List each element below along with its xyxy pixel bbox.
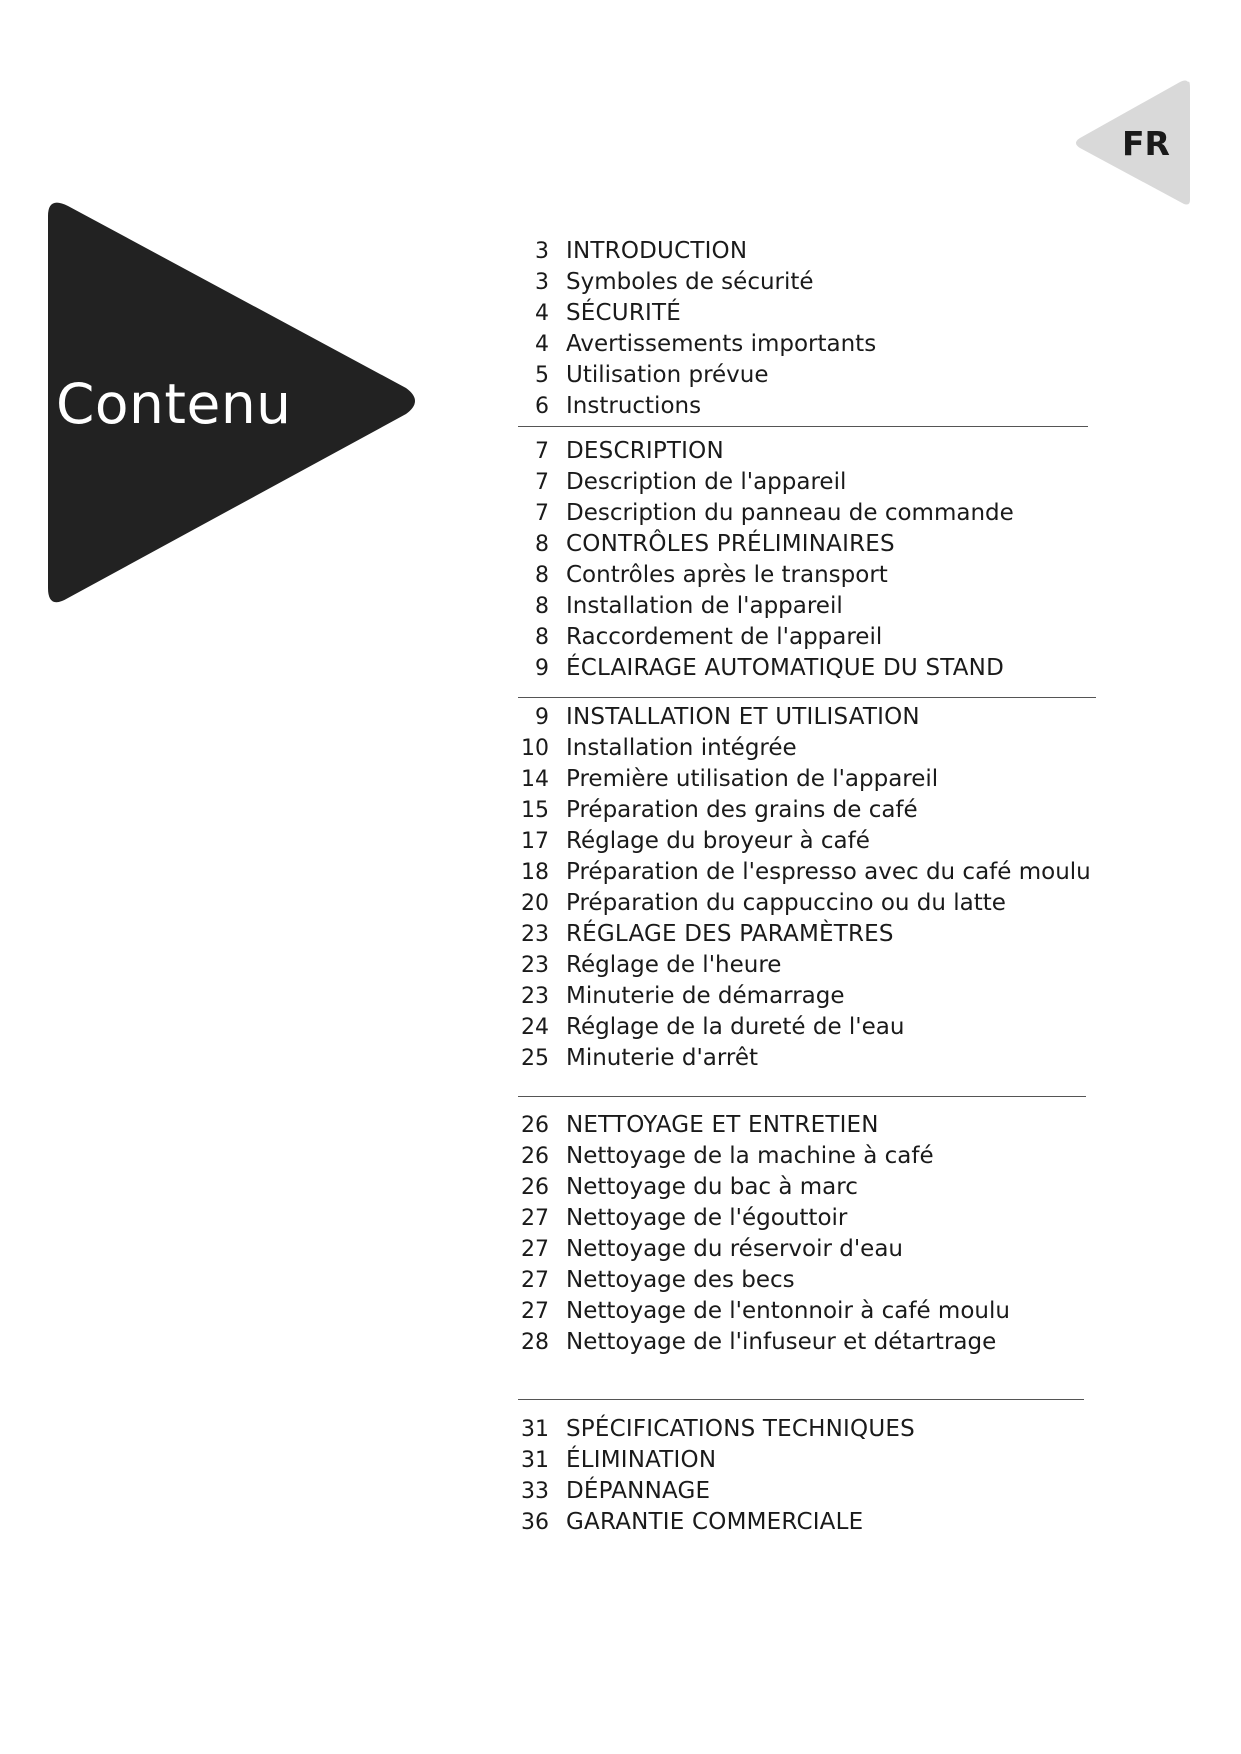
- toc-entry: [505, 1043, 1145, 1074]
- entry-title: Préparation des grains de café: [566, 797, 918, 823]
- entry-title: Avertissements importants: [566, 331, 877, 357]
- toc-entry: [505, 919, 1145, 950]
- toc-entry: [505, 436, 1145, 467]
- page-number: 7: [535, 501, 549, 526]
- entry-title: Contrôles après le transport: [566, 562, 888, 588]
- entry-title: SÉCURITÉ: [566, 300, 681, 326]
- toc-entry: [505, 360, 1145, 391]
- page-number: 14: [521, 767, 549, 792]
- toc-entry: [505, 1327, 1145, 1358]
- entry-title: Symboles de sécurité: [566, 269, 814, 295]
- toc-entry: [505, 529, 1145, 560]
- page-number: 23: [521, 984, 549, 1009]
- toc-entry: [505, 236, 1145, 267]
- entry-title: DESCRIPTION: [566, 438, 724, 464]
- page-number: 31: [521, 1448, 549, 1473]
- entry-title: Instructions: [566, 393, 702, 419]
- page-number: 26: [521, 1175, 549, 1200]
- page-number: 24: [521, 1015, 549, 1040]
- toc-entry: [505, 622, 1145, 653]
- entry-title: Nettoyage de l'entonnoir à café moulu: [566, 1298, 1010, 1324]
- toc-entry: [505, 498, 1145, 529]
- section-divider: [518, 1399, 1084, 1400]
- page-number: 27: [521, 1237, 549, 1262]
- language-label: FR: [1122, 124, 1170, 163]
- toc-entry: [505, 1172, 1145, 1203]
- entry-title: Première utilisation de l'appareil: [566, 766, 939, 792]
- page-number: 3: [535, 239, 549, 264]
- entry-title: Réglage de la dureté de l'eau: [566, 1014, 905, 1040]
- toc-entry: [505, 391, 1145, 422]
- page-number: 7: [535, 470, 549, 495]
- entry-title: INSTALLATION ET UTILISATION: [566, 704, 920, 730]
- entry-title: Minuterie d'arrêt: [566, 1045, 759, 1071]
- entry-title: NETTOYAGE ET ENTRETIEN: [566, 1112, 879, 1138]
- toc-entry: [505, 1012, 1145, 1043]
- page-number: 18: [521, 860, 549, 885]
- toc-entry: [505, 1234, 1145, 1265]
- page-number: 10: [521, 736, 549, 761]
- toc-entry: [505, 1203, 1145, 1234]
- toc-entry: [505, 733, 1145, 764]
- page-number: 4: [535, 301, 549, 326]
- entry-title: Préparation de l'espresso avec du café moulu: [566, 859, 1091, 885]
- entry-title: Description du panneau de commande: [566, 500, 1014, 526]
- page-number: 17: [521, 829, 549, 854]
- toc-section: [505, 702, 1145, 1074]
- entry-title: RÉGLAGE DES PARAMÈTRES: [566, 921, 894, 947]
- toc-entry: [505, 298, 1145, 329]
- entry-title: INTRODUCTION: [566, 238, 748, 264]
- toc-entry: [505, 950, 1145, 981]
- entry-title: Nettoyage des becs: [566, 1267, 795, 1293]
- toc-entry: [505, 1296, 1145, 1327]
- page-number: 15: [521, 798, 549, 823]
- toc-section: [505, 1110, 1145, 1358]
- toc-entry: [505, 702, 1145, 733]
- section-divider: [518, 697, 1096, 698]
- entry-title: Préparation du cappuccino ou du latte: [566, 890, 1006, 916]
- page-number: 6: [535, 394, 549, 419]
- toc-entry: [505, 1445, 1145, 1476]
- entry-title: GARANTIE COMMERCIALE: [566, 1509, 864, 1535]
- page-number: 4: [535, 332, 549, 357]
- toc-section: [505, 236, 1145, 422]
- toc-section: [505, 436, 1145, 684]
- entry-title: Installation intégrée: [566, 735, 797, 761]
- entry-title: DÉPANNAGE: [566, 1478, 711, 1504]
- entry-title: Réglage du broyeur à café: [566, 828, 870, 854]
- page-number: 25: [521, 1046, 549, 1071]
- toc-entry: [505, 560, 1145, 591]
- page-number: 27: [521, 1268, 549, 1293]
- toc-entry: [505, 1265, 1145, 1296]
- page-number: 33: [521, 1479, 549, 1504]
- page-number: 27: [521, 1299, 549, 1324]
- toc-entry: [505, 826, 1145, 857]
- page-number: 26: [521, 1144, 549, 1169]
- toc-entry: [505, 1110, 1145, 1141]
- toc-section: [505, 1414, 1145, 1538]
- entry-title: Réglage de l'heure: [566, 952, 782, 978]
- page-number: 7: [535, 439, 549, 464]
- entry-title: Raccordement de l'appareil: [566, 624, 883, 650]
- entry-title: Utilisation prévue: [566, 362, 769, 388]
- toc-entry: [505, 1507, 1145, 1538]
- entry-title: ÉCLAIRAGE AUTOMATIQUE DU STAND: [566, 655, 1004, 681]
- toc-entry: [505, 591, 1145, 622]
- toc-entry: [505, 857, 1145, 888]
- entry-title: SPÉCIFICATIONS TECHNIQUES: [566, 1416, 915, 1442]
- toc-entry: [505, 888, 1145, 919]
- toc-entry: [505, 467, 1145, 498]
- entry-title: Minuterie de démarrage: [566, 983, 845, 1009]
- page-number: 8: [535, 532, 549, 557]
- toc-entry: [505, 764, 1145, 795]
- page-number: 9: [535, 656, 549, 681]
- toc-entry: [505, 1476, 1145, 1507]
- toc-entry: [505, 795, 1145, 826]
- page-number: 8: [535, 594, 549, 619]
- page-number: 31: [521, 1417, 549, 1442]
- section-divider: [518, 1096, 1086, 1097]
- toc-entry: [505, 329, 1145, 360]
- language-badge: [1070, 78, 1190, 208]
- page-number: 8: [535, 563, 549, 588]
- toc-entry: [505, 267, 1145, 298]
- page-number: 20: [521, 891, 549, 916]
- page-number: 36: [521, 1510, 549, 1535]
- page-number: 28: [521, 1330, 549, 1355]
- entry-title: Nettoyage du réservoir d'eau: [566, 1236, 903, 1262]
- toc-entry: [505, 653, 1145, 684]
- toc-entry: [505, 1414, 1145, 1445]
- page-number: 23: [521, 953, 549, 978]
- page-number: 9: [535, 705, 549, 730]
- page-number: 27: [521, 1206, 549, 1231]
- entry-title: Description de l'appareil: [566, 469, 847, 495]
- entry-title: Nettoyage du bac à marc: [566, 1174, 858, 1200]
- page-number: 26: [521, 1113, 549, 1138]
- section-divider: [518, 426, 1088, 427]
- toc-entry: [505, 981, 1145, 1012]
- page-number: 5: [535, 363, 549, 388]
- contents-title-block: [48, 196, 418, 611]
- entry-title: CONTRÔLES PRÉLIMINAIRES: [566, 531, 895, 557]
- entry-title: ÉLIMINATION: [566, 1447, 717, 1473]
- entry-title: Installation de l'appareil: [566, 593, 843, 619]
- entry-title: Nettoyage de l'égouttoir: [566, 1205, 848, 1231]
- entry-title: Nettoyage de la machine à café: [566, 1143, 934, 1169]
- entry-title: Nettoyage de l'infuseur et détartrage: [566, 1329, 997, 1355]
- page-number: 23: [521, 922, 549, 947]
- page-number: 3: [535, 270, 549, 295]
- toc-entry: [505, 1141, 1145, 1172]
- page-title: Contenu: [56, 372, 292, 436]
- page-number: 8: [535, 625, 549, 650]
